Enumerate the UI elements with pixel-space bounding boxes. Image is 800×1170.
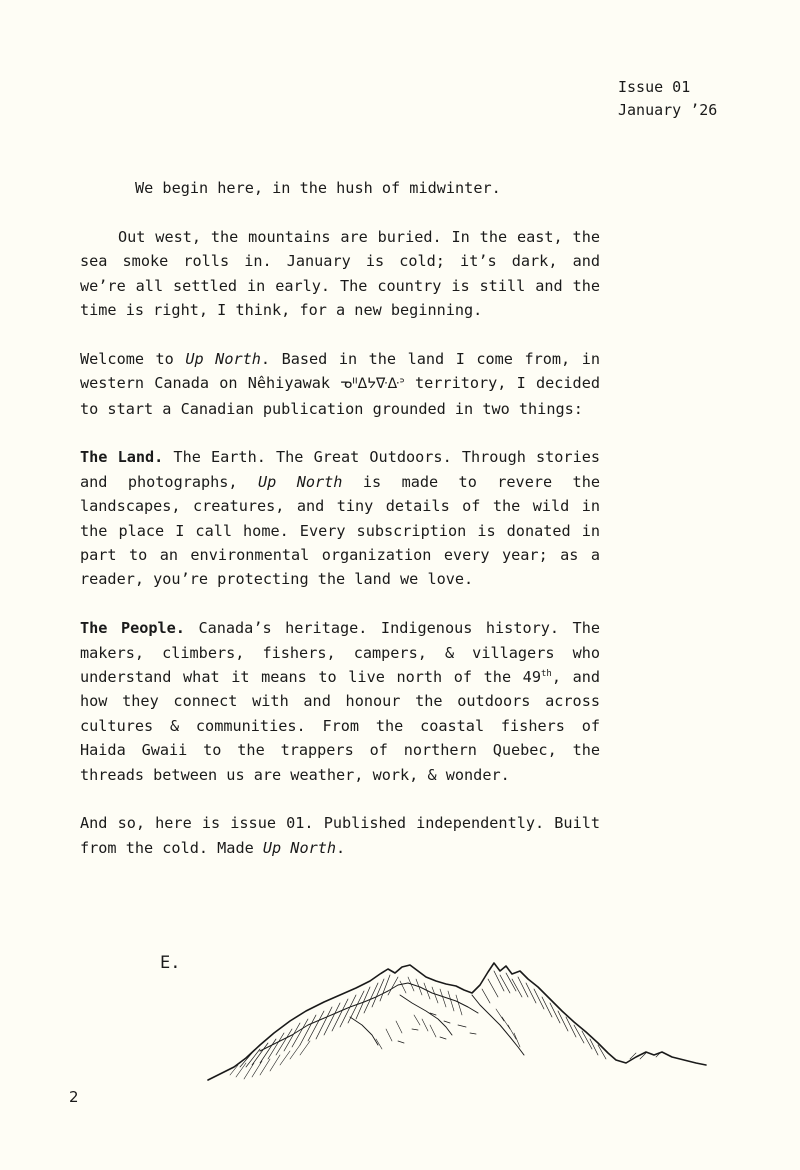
- land-text-start: The Earth. The Great Outdoors. Through stories and photographs,: [80, 448, 600, 491]
- welcome-text-end: territory, I decided to start a Canadian publication grounded in two things:: [80, 374, 600, 418]
- issue-date: January ’26: [618, 101, 718, 119]
- paragraph-welcome: [80, 347, 600, 421]
- cree-syllabics: ᓀᐦᐃᔭᐍᐏᐣ: [340, 376, 405, 393]
- publication-title: Up North: [258, 472, 343, 491]
- signature: E.: [160, 953, 181, 973]
- closing-text-end: .: [336, 838, 346, 857]
- editors-letter: [80, 176, 600, 885]
- paragraph-closing: [80, 811, 600, 860]
- page-number: 2: [69, 1088, 79, 1106]
- issue-info: [618, 76, 717, 122]
- welcome-text-mid: . Based in the land I come from, in western Canada on Nêhiyawak: [80, 349, 601, 393]
- publication-title: Up North: [185, 349, 261, 368]
- people-heading: The People.: [80, 619, 185, 638]
- paragraph-people: [80, 616, 600, 787]
- people-text-start: Canada’s heritage. Indigenous history. The makers, climbers, fishers, campers, & villagers who understand what it means to live north of the 49: [80, 619, 600, 687]
- mountain-illustration: [200, 955, 710, 1090]
- welcome-text-start: Welcome to: [80, 349, 186, 368]
- people-text-end: , and how they connect with and honour the outdoors across cultures & communities. From the coastal fishers of Haida Gwaii to the trappers of northern Quebec, the threads between us are weather, work, & wonder.: [80, 668, 600, 784]
- closing-text-start: And so, here is issue 01. Published independently. Built from the cold. Made: [80, 814, 600, 857]
- issue-number: Issue 01: [618, 78, 691, 96]
- publication-title: Up North: [262, 838, 337, 857]
- ordinal-suffix: th: [540, 669, 552, 679]
- paragraph-intro: Out west, the mountains are buried. In the east, the sea smoke rolls in. January is cold; it’s dark, and we’re all settled in early. The country is still and the time is right, I think, for a new beginning.: [80, 227, 600, 320]
- opening-line: We begin here, in the hush of midwinter.: [135, 179, 501, 197]
- land-text-end: is made to revere the landscapes, creatures, and tiny details of the wild in the place I call home. Every subscription is donated in part to an environmental organization every year; as a reader, you’re protecting the land we love.: [80, 472, 600, 589]
- paragraph-land: [80, 445, 600, 591]
- land-heading: The Land.: [80, 448, 164, 467]
